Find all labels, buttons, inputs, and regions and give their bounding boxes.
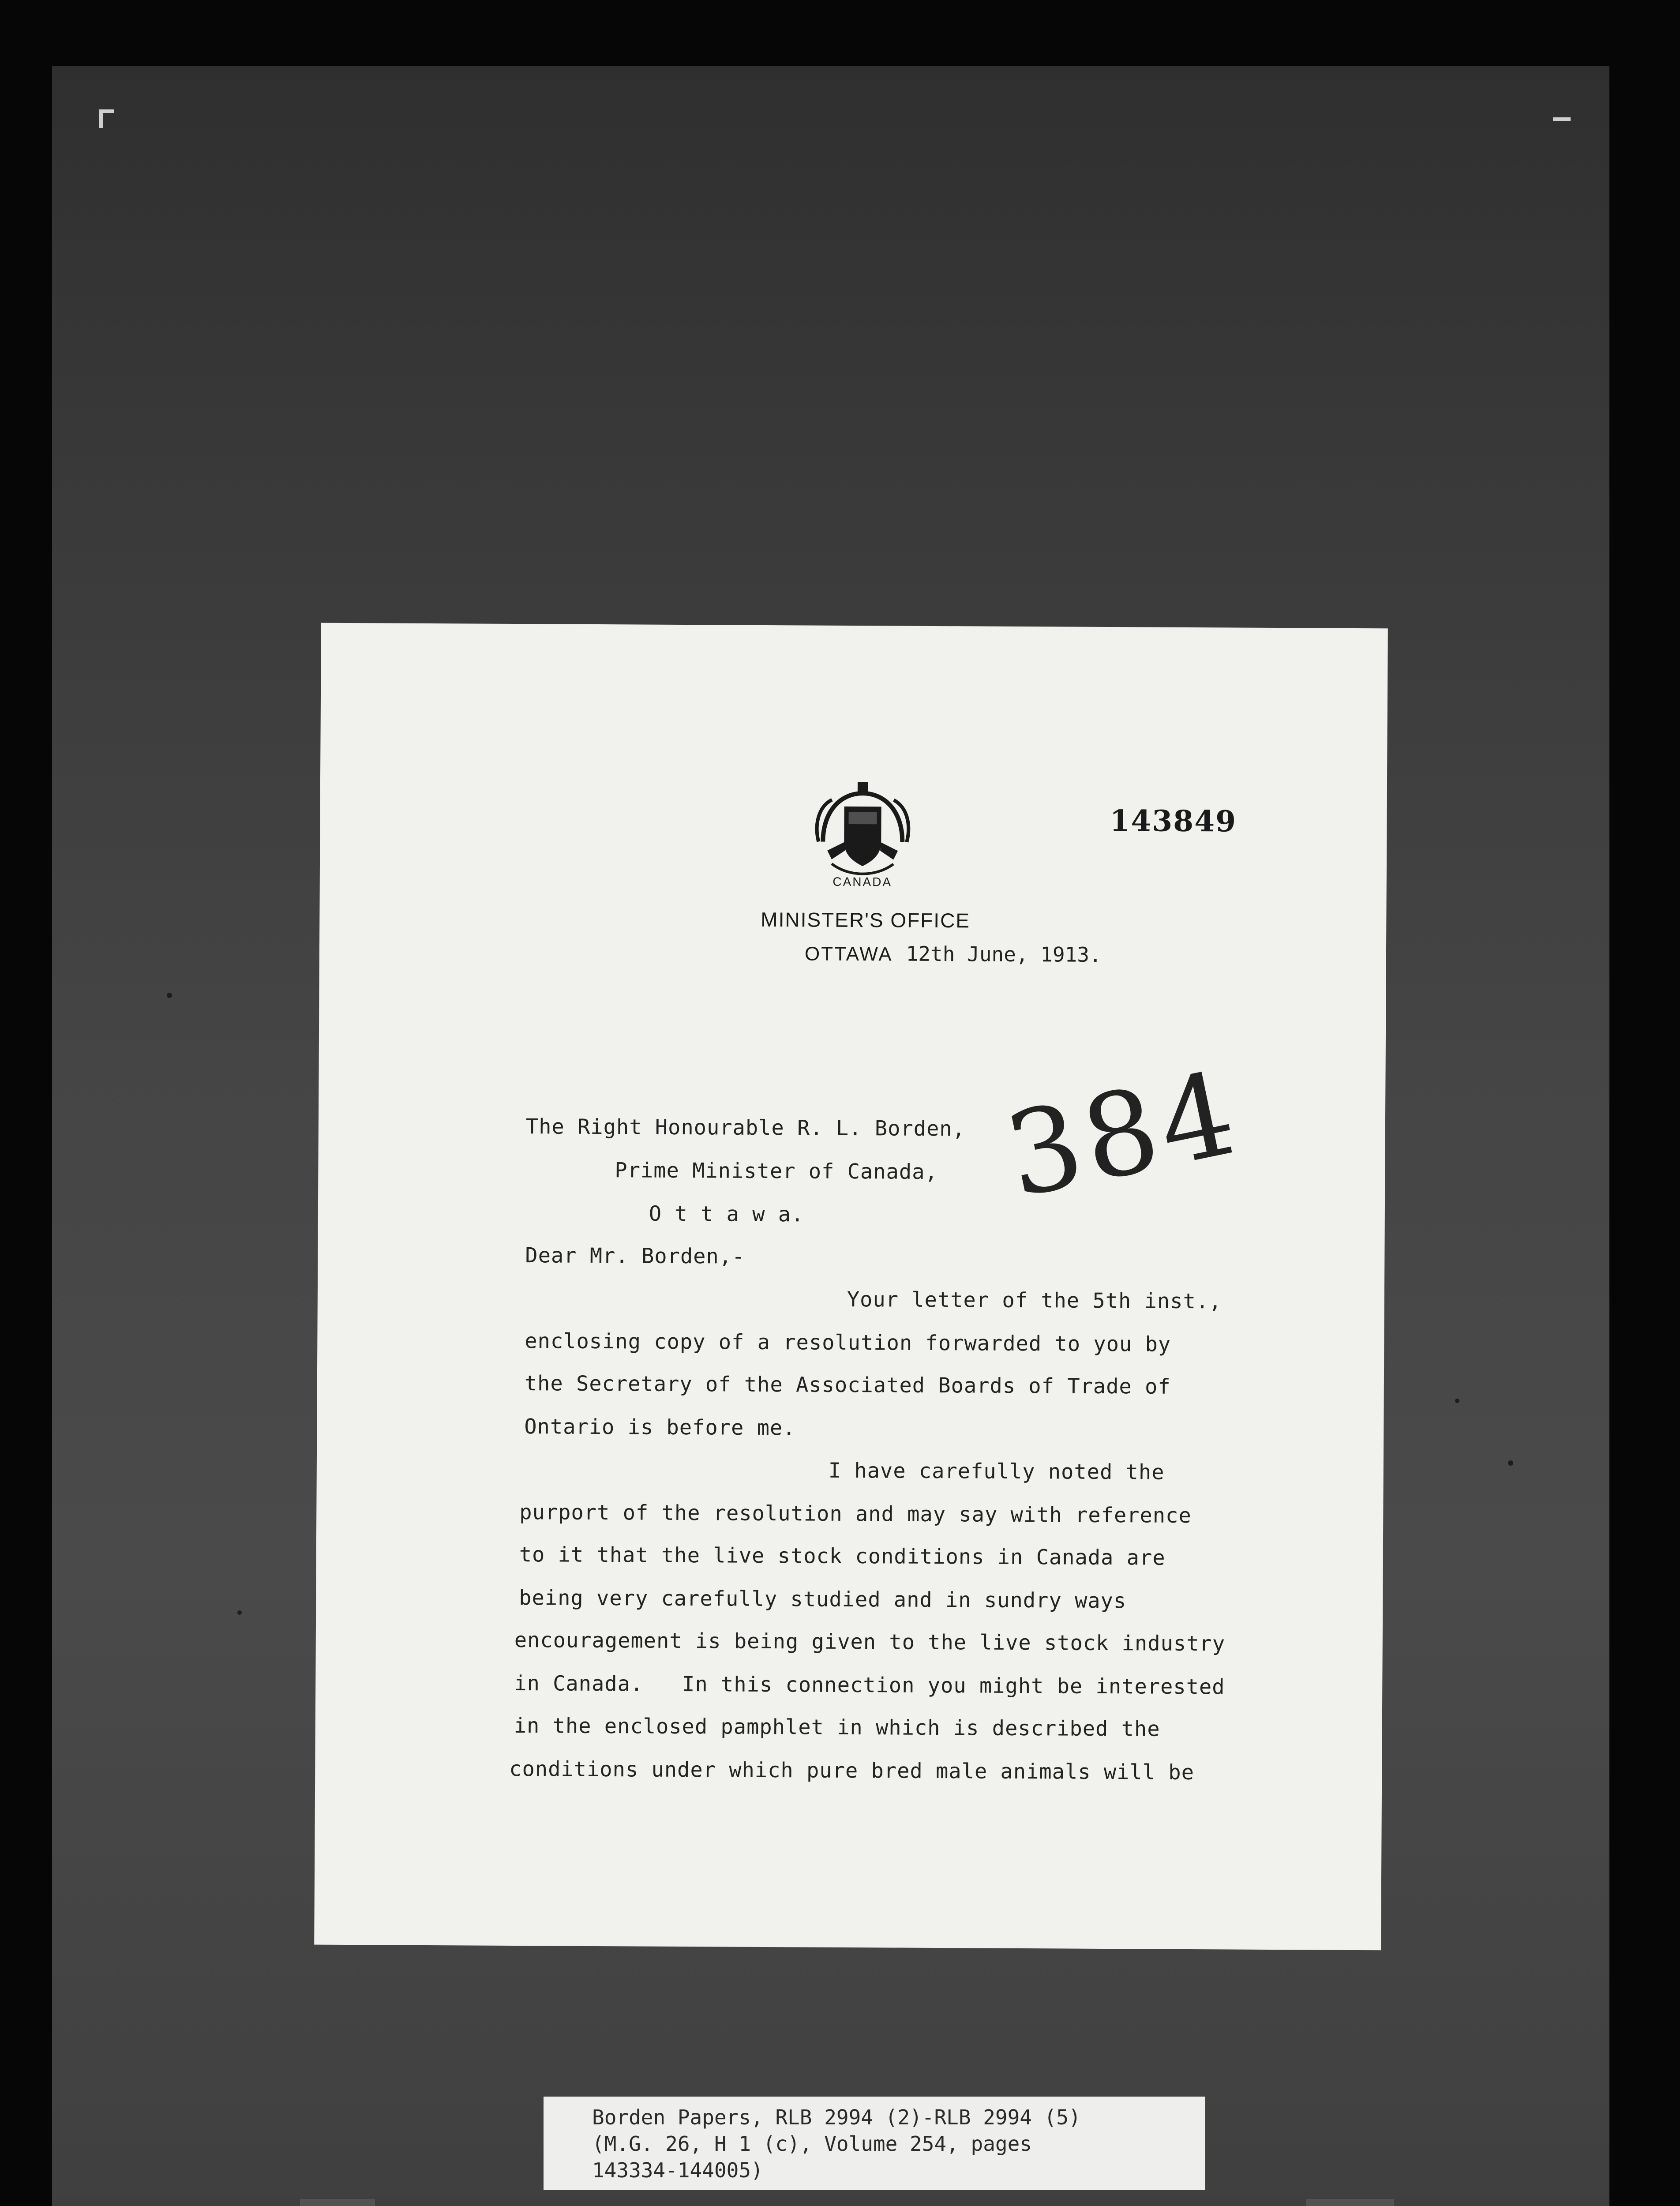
frame-dash-mark — [1553, 117, 1571, 121]
body-line: Your letter of the 5th inst., — [847, 1287, 1222, 1314]
coat-of-arms-icon — [805, 775, 920, 890]
body-line: enclosing copy of a resolution forwarded to you by — [525, 1329, 1171, 1357]
body-line: in the enclosed pamphlet in which is described the — [514, 1714, 1160, 1741]
film-speck — [237, 1610, 242, 1615]
body-line: in Canada. In this connection you might be interested — [514, 1671, 1225, 1700]
body-line: conditions under which pure bred male animals will be — [509, 1756, 1195, 1785]
body-line: to it that the live stock conditions in Canada are — [519, 1542, 1166, 1570]
body-line: being very carefully studied and in sundry ways — [519, 1586, 1127, 1613]
letter-date: 12th June, 1913. — [906, 942, 1102, 967]
address-line: The Right Honourable R. L. Borden, — [525, 1114, 966, 1141]
body-line: purport of the resolution and may say with reference — [519, 1500, 1192, 1528]
body-line: the Secretary of the Associated Boards of Trade of — [524, 1371, 1171, 1399]
film-speck — [1455, 1399, 1459, 1403]
letterhead-city: OTTAWA — [804, 943, 893, 965]
body-line: Ontario is before me. — [524, 1414, 796, 1441]
tape-strip — [1306, 2199, 1394, 2206]
body-line: encouragement is being given to the live stock industry — [514, 1628, 1226, 1656]
catalog-slip — [544, 2097, 1205, 2190]
place-date-line — [805, 941, 1102, 967]
catalog-line: (M.G. 26, H 1 (c), Volume 254, pages — [592, 2132, 1032, 2156]
film-speck — [1508, 1460, 1513, 1466]
address-line: O t t a w a. — [649, 1201, 804, 1227]
film-speck — [167, 993, 172, 998]
catalog-line: Borden Papers, RLB 2994 (2)-RLB 2994 (5) — [592, 2105, 1081, 2129]
letterhead-office: MINISTER'S OFFICE — [761, 908, 971, 932]
body-line: I have carefully noted the — [828, 1458, 1165, 1485]
handwritten-number: 384 — [995, 1046, 1250, 1224]
tape-strip — [300, 2199, 375, 2206]
catalog-line: 143334-144005) — [592, 2158, 763, 2182]
letter-page — [314, 623, 1388, 1951]
address-line: Prime Minister of Canada, — [615, 1158, 938, 1185]
crest-caption: CANADA — [832, 874, 892, 889]
salutation: Dear Mr. Borden,- — [525, 1243, 745, 1269]
frame-corner-mark — [99, 109, 114, 128]
document-number: 143849 — [1110, 803, 1237, 839]
